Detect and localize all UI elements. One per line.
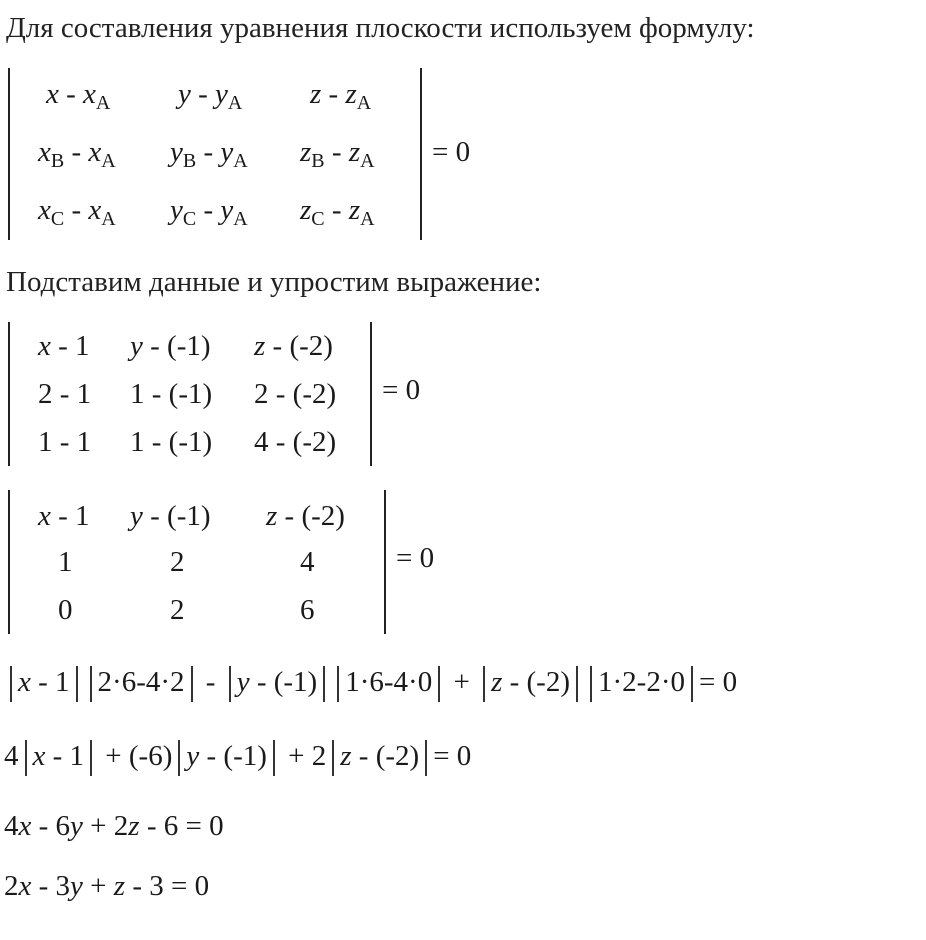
simplified-line: 4 x - 1 + (-6) y - (-1) + 2 z - (-2) = 0 (4, 740, 471, 776)
m2-cell: y - (-1) (130, 330, 211, 362)
m2-cell: 1 - (-1) (130, 426, 213, 458)
m1-cell: $y_B - y_A$ (170, 136, 248, 172)
m1-cell: z - $z_A$ (310, 78, 372, 114)
m3-cell: 2 (170, 546, 185, 578)
m1-cell: x - $x_A$ (46, 78, 111, 114)
m3-cell: x - 1 (38, 500, 90, 532)
m1-cell: $x_B - x_A$ (38, 136, 116, 172)
m2-cell: z - (-2) (254, 330, 333, 362)
m3-cell: 2 (170, 594, 185, 626)
det-right-bar (370, 322, 372, 466)
m1-cell: $z_B - z_A$ (300, 136, 375, 172)
m3-cell: 0 (58, 594, 73, 626)
m3-cell: 6 (300, 594, 315, 626)
expansion-line: x - 1 2·6-4·2 - y - (-1) 1·6-4·0 + z - (-2) 1·2-2·0 = 0 (4, 666, 737, 702)
m3-cell: 1 (58, 546, 73, 578)
m1-equals: = 0 (432, 136, 471, 168)
det-left-bar (8, 68, 10, 240)
m3-equals: = 0 (396, 542, 435, 574)
m2-cell: 2 - 1 (38, 378, 92, 410)
m2-cell: 1 - 1 (38, 426, 92, 458)
intro-text: Для составления уравнения плоскости используем формулу: (6, 12, 755, 44)
m2-equals: = 0 (382, 374, 421, 406)
substitute-text: Подставим данные и упростим выражение: (6, 266, 542, 298)
det-right-bar (384, 490, 386, 634)
m2-cell: 4 - (-2) (254, 426, 337, 458)
m3-cell: 4 (300, 546, 315, 578)
det-left-bar (8, 322, 10, 466)
det-right-bar (420, 68, 422, 240)
m1-cell: y - $y_A$ (178, 78, 243, 114)
m3-cell: y - (-1) (130, 500, 211, 532)
expanded-equation: 4x - 6y + 2z - 6 = 0 (4, 810, 224, 842)
m1-cell: $y_C - y_A$ (170, 194, 248, 230)
m2-cell: 1 - (-1) (130, 378, 213, 410)
m2-cell: x - 1 (38, 330, 90, 362)
final-equation: 2x - 3y + z - 3 = 0 (4, 870, 210, 902)
m2-cell: 2 - (-2) (254, 378, 337, 410)
m3-cell: z - (-2) (266, 500, 345, 532)
det-left-bar (8, 490, 10, 634)
m1-cell: $z_C - z_A$ (300, 194, 375, 230)
m1-cell: $x_C - x_A$ (38, 194, 116, 230)
